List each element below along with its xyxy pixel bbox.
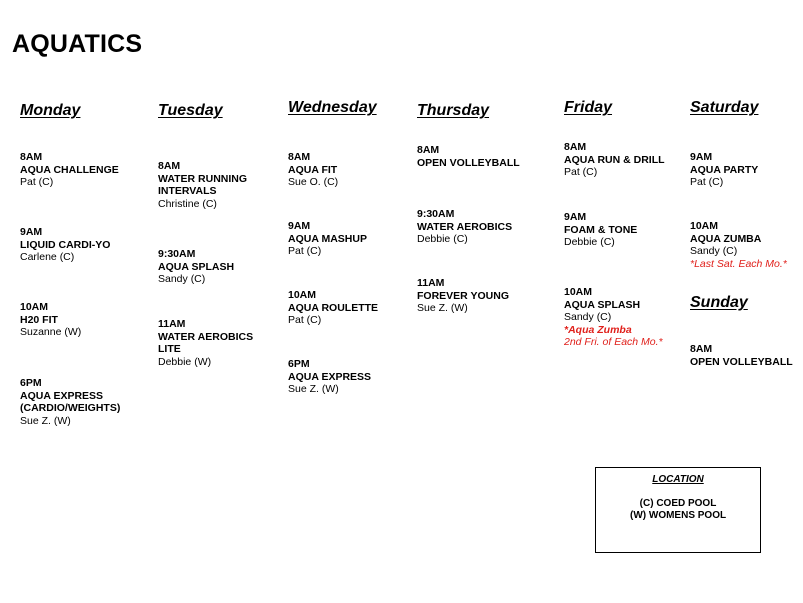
class-instructor: Sue Z. (W) — [288, 383, 339, 395]
day-heading-saturday: Saturday — [690, 99, 759, 116]
class-time: 10AM — [20, 301, 49, 313]
class-name: WATER RUNNING — [158, 172, 248, 185]
class-name: AQUA PARTY — [690, 163, 759, 176]
class-time: 9:30AM — [417, 208, 455, 220]
class-entry-wednesday-9am — [288, 220, 367, 258]
class-instructor: Sandy (C) — [564, 311, 612, 323]
class-time: 8AM — [20, 151, 43, 163]
class-entry-friday-9am — [564, 211, 637, 249]
class-entry-saturday-10am — [690, 220, 787, 270]
class-instructor: Sue O. (C) — [288, 176, 339, 188]
class-instructor: Pat (C) — [690, 176, 724, 188]
class-entry-saturday-9am — [690, 151, 758, 189]
class-entry-thursday-930am — [417, 208, 512, 246]
class-entry-tuesday-8am — [158, 160, 247, 210]
class-instructor: Pat (C) — [20, 176, 54, 188]
class-instructor: Sandy (C) — [158, 273, 206, 285]
class-entry-monday-10am — [20, 301, 81, 339]
class-instructor: Debbie (C) — [417, 233, 468, 245]
class-name: FOAM & TONE — [564, 223, 638, 236]
class-entry-wednesday-6pm — [288, 358, 371, 396]
class-entry-tuesday-930am — [158, 248, 234, 286]
class-name-line2: INTERVALS — [158, 185, 217, 197]
day-heading-friday: Friday — [564, 99, 613, 116]
class-instructor: Pat (C) — [288, 314, 322, 326]
class-name: WATER AEROBICS — [158, 330, 254, 343]
class-name: AQUA FIT — [288, 163, 338, 176]
class-instructor: Suzanne (W) — [20, 326, 82, 338]
class-instructor: Debbie (W) — [158, 355, 212, 368]
class-entry-thursday-8am — [417, 144, 520, 169]
day-heading-thursday: Thursday — [417, 102, 490, 119]
class-entry-monday-9am — [20, 226, 110, 264]
class-instructor: Sue Z. (W) — [417, 302, 468, 314]
class-entry-thursday-11am — [417, 277, 509, 315]
class-name: AQUA RUN & DRILL — [564, 153, 665, 166]
class-time: 9AM — [288, 220, 311, 232]
class-name: H20 FIT — [20, 313, 58, 326]
class-name: AQUA EXPRESS — [288, 370, 372, 383]
class-entry-tuesday-11am — [158, 318, 253, 368]
class-time: 10AM — [564, 286, 593, 298]
class-note: *Aqua Zumba — [564, 323, 632, 336]
class-name: LIQUID CARDI-YO — [20, 238, 111, 251]
class-time: 11AM — [417, 277, 445, 289]
class-entry-monday-8am — [20, 151, 119, 189]
class-name: AQUA SPLASH — [158, 260, 235, 273]
location-coed-pool: (C) COED POOL — [639, 498, 717, 509]
location-title: LOCATION — [652, 474, 704, 485]
class-time: 9AM — [564, 211, 587, 223]
class-time: 8AM — [564, 141, 587, 153]
day-heading-sunday: Sunday — [690, 294, 748, 311]
class-instructor: Pat (C) — [564, 166, 598, 178]
class-name: AQUA ZUMBA — [690, 232, 762, 245]
class-time: 9:30AM — [158, 248, 196, 260]
class-name-line2: (CARDIO/WEIGHTS) — [20, 402, 121, 414]
class-time: 10AM — [690, 220, 719, 232]
class-time: 11AM — [158, 318, 186, 330]
class-entry-friday-8am — [564, 141, 665, 179]
class-time: 8AM — [417, 144, 440, 156]
class-name: AQUA EXPRESS — [20, 389, 104, 402]
class-note: *Last Sat. Each Mo.* — [690, 257, 787, 270]
location-legend — [595, 467, 761, 553]
class-name-line2: LITE — [158, 343, 181, 355]
page-title: AQUATICS — [12, 30, 143, 58]
class-name: FOREVER YOUNG — [417, 289, 509, 302]
day-heading-tuesday: Tuesday — [158, 102, 223, 119]
class-name: OPEN VOLLEYBALL — [417, 156, 520, 169]
class-time: 6PM — [20, 377, 42, 389]
class-time: 8AM — [288, 151, 311, 163]
day-heading-monday: Monday — [20, 102, 81, 119]
class-time: 9AM — [690, 151, 713, 163]
class-instructor: Debbie (C) — [564, 236, 615, 248]
class-name: AQUA SPLASH — [564, 298, 641, 311]
class-note-line2: 2nd Fri. of Each Mo.* — [564, 336, 663, 348]
class-time: 9AM — [20, 226, 43, 238]
class-entry-wednesday-8am — [288, 151, 338, 189]
class-entry-sunday-8am — [690, 343, 793, 368]
class-name: AQUA CHALLENGE — [20, 163, 119, 176]
class-entry-wednesday-10am — [288, 289, 378, 327]
class-entry-monday-6pm — [20, 377, 120, 427]
class-name: AQUA ROULETTE — [288, 301, 379, 314]
class-time: 6PM — [288, 358, 310, 370]
class-name: AQUA MASHUP — [288, 232, 367, 245]
class-instructor: Pat (C) — [288, 245, 322, 257]
class-instructor: Carlene (C) — [20, 251, 75, 263]
class-time: 8AM — [158, 160, 181, 172]
class-name: WATER AEROBICS — [417, 220, 513, 233]
class-entry-friday-10am — [564, 286, 663, 349]
class-name: OPEN VOLLEYBALL — [690, 355, 793, 368]
class-instructor: Sandy (C) — [690, 245, 738, 257]
class-time: 8AM — [690, 343, 713, 355]
day-heading-wednesday: Wednesday — [288, 99, 377, 116]
class-instructor: Sue Z. (W) — [20, 414, 71, 427]
class-time: 10AM — [288, 289, 317, 301]
location-womens-pool: (W) WOMENS POOL — [630, 510, 727, 521]
class-instructor: Christine (C) — [158, 197, 217, 210]
